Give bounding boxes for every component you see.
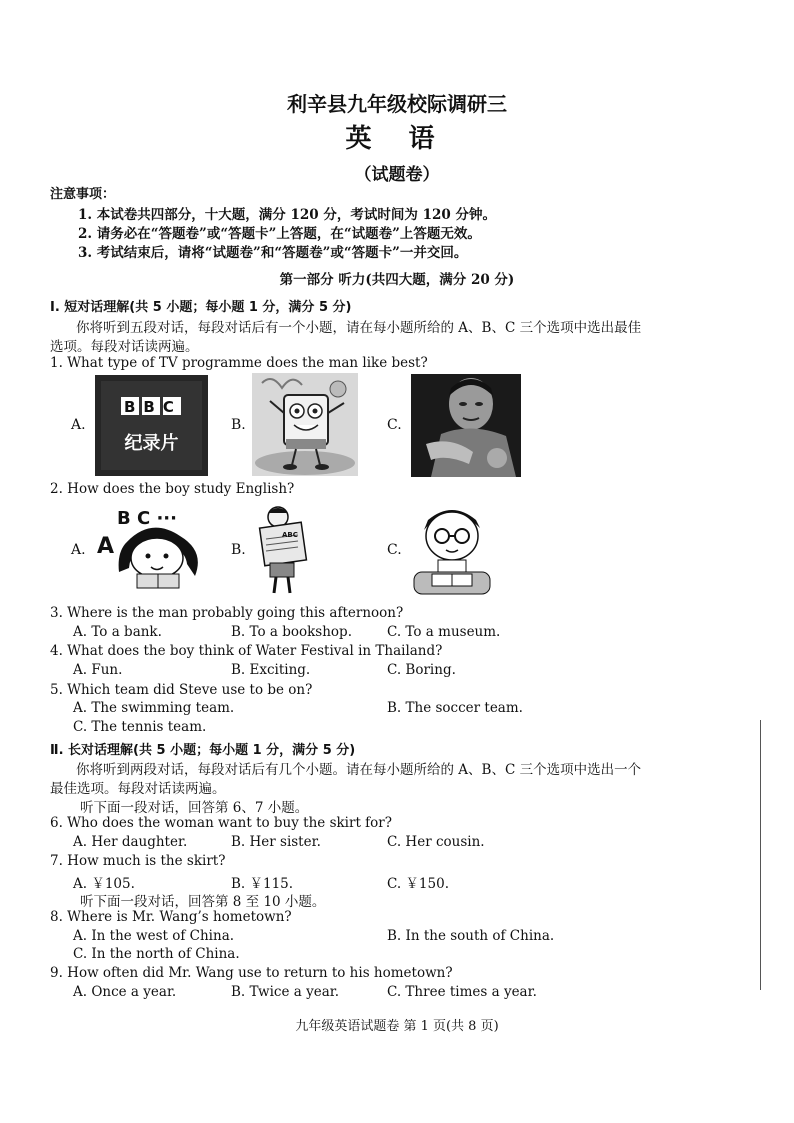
q1-option-b-label: B.	[231, 417, 246, 433]
q5-option-a: A. The swimming team.	[73, 700, 235, 716]
notice-item-2: 2. 请务必在“答题卷”或“答题卡”上答题，在“试题卷”上答题无效。	[78, 226, 481, 242]
girl-reading-icon	[95, 506, 210, 590]
bbc-logo-text: BBC	[124, 398, 182, 416]
q9-option-a: A. Once a year.	[73, 984, 177, 1000]
section2-title: Ⅱ. 长对话理解(共 5 小题；每小题 1 分，满分 5 分)	[50, 743, 356, 758]
q6-option-a: A. Her daughter.	[73, 834, 188, 850]
exam-subject-title: 英 语	[345, 124, 449, 154]
section1-instruction-2: 选项。每段对话读两遍。	[50, 339, 199, 355]
section2-sub-instruction-2: 听下面一段对话，回答第 8 至 10 小题。	[80, 894, 326, 910]
q3-option-a: A. To a bank.	[73, 624, 162, 640]
page-footer: 九年级英语试题卷 第 1 页(共 8 页)	[295, 1019, 499, 1034]
q1-cartoon-image	[252, 373, 358, 476]
boy-glasses-book-icon	[410, 498, 494, 598]
q8-option-a: A. In the west of China.	[73, 928, 235, 944]
section2-instruction-2: 最佳选项。每段对话读两遍。	[50, 781, 226, 797]
boy-newspaper-icon	[252, 503, 314, 596]
newspaper-label: ABC	[282, 531, 298, 539]
notice-item-3: 3. 考试结束后，请将“试题卷”和“答题卷”或“答题卡”一并交回。	[78, 245, 468, 261]
q7-option-c: C. ￥150.	[387, 876, 449, 892]
section1-instruction-1: 你将听到五段对话，每段对话后有一个小题，请在每小题所给的 A、B、C 三个选项中选出最佳	[76, 320, 642, 336]
section2-instruction-1: 你将听到两段对话，每段对话后有几个小题。请在每小题所给的 A、B、C 三个选项中选出一个	[76, 762, 642, 778]
paper-type-label: （试题卷）	[354, 165, 440, 185]
q8-option-b: B. In the south of China.	[387, 928, 555, 944]
q4-option-b: B. Exciting.	[231, 662, 311, 678]
q9-option-b: B. Twice a year.	[231, 984, 340, 1000]
question-4-text: 4. What does the boy think of Water Festival in Thailand?	[50, 643, 443, 659]
exam-school-title: 利辛县九年级校际调研三	[287, 92, 507, 116]
question-6-text: 6. Who does the woman want to buy the skirt for?	[50, 815, 392, 831]
notice-title: 注意事项：	[50, 187, 116, 202]
q2-option-b-label: B.	[231, 542, 246, 558]
question-9-text: 9. How often did Mr. Wang use to return to his hometown?	[50, 965, 453, 981]
q2-boy-newspaper-image	[252, 503, 314, 596]
q7-option-b: B. ￥115.	[231, 876, 294, 892]
section1-title: Ⅰ. 短对话理解(共 5 小题；每小题 1 分，满分 5 分)	[50, 300, 352, 315]
q4-option-a: A. Fun.	[73, 662, 123, 678]
q2-option-c-label: C.	[387, 542, 402, 558]
q2-option-a-label: A.	[71, 542, 86, 558]
q3-option-b: B. To a bookshop.	[231, 624, 352, 640]
q6-option-b: B. Her sister.	[231, 834, 321, 850]
question-1-text: 1. What type of TV programme does the man like best?	[50, 355, 428, 371]
q2-girl-reading-image	[95, 506, 210, 590]
page-edge-line	[760, 720, 761, 990]
alphabet-letter-a: A	[97, 534, 115, 559]
question-5-text: 5. Which team did Steve use to be on?	[50, 682, 313, 698]
part1-title: 第一部分 听力(共四大题，满分 20 分)	[279, 272, 515, 288]
q3-option-c: C. To a museum.	[387, 624, 501, 640]
q5-option-c: C. The tennis team.	[73, 719, 207, 735]
q8-option-c: C. In the north of China.	[73, 946, 240, 962]
cartoon-sponge-icon	[252, 373, 358, 476]
q9-option-c: C. Three times a year.	[387, 984, 537, 1000]
bbc-logo-icon	[95, 375, 208, 476]
q1-option-c-label: C.	[387, 417, 402, 433]
q2-boy-glasses-image	[410, 498, 494, 598]
documentary-label: 纪录片	[124, 433, 179, 454]
question-7-text: 7. How much is the skirt?	[50, 853, 226, 869]
q1-bbc-documentary-image	[95, 375, 208, 476]
section2-sub-instruction-1: 听下面一段对话，回答第 6、7 小题。	[80, 800, 309, 816]
q6-option-c: C. Her cousin.	[387, 834, 485, 850]
question-8-text: 8. Where is Mr. Wang’s hometown?	[50, 909, 292, 925]
question-2-text: 2. How does the boy study English?	[50, 481, 295, 497]
q7-option-a: A. ￥105.	[73, 876, 135, 892]
question-3-text: 3. Where is the man probably going this afternoon?	[50, 605, 404, 621]
q1-action-movie-image	[411, 374, 521, 477]
q4-option-c: C. Boring.	[387, 662, 456, 678]
q5-option-b: B. The soccer team.	[387, 700, 523, 716]
kungfu-actor-icon	[411, 374, 521, 477]
alphabet-letters: B C ···	[117, 508, 177, 529]
q1-option-a-label: A.	[71, 417, 86, 433]
notice-item-1: 1. 本试卷共四部分，十大题，满分 120 分，考试时间为 120 分钟。	[78, 207, 496, 223]
